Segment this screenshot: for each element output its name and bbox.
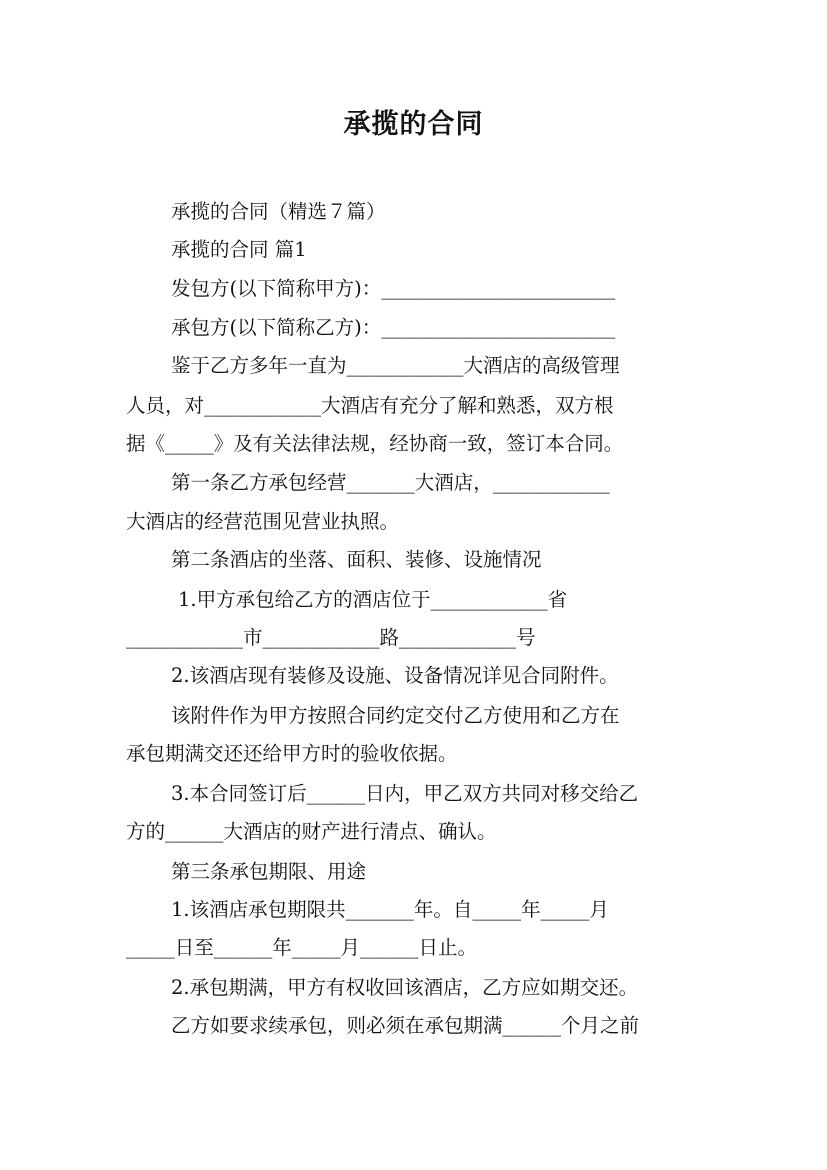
subtitle-line: 承揽的合同（精选７篇）	[171, 200, 386, 223]
article-line: 第一条乙方承包经营_______大酒店，____________	[171, 471, 610, 494]
paragraph-line: 据《_____》及有关法律法规，经协商一致，签订本合同。	[126, 432, 624, 455]
party-a-line: 发包方(以下简称甲方)：________________________	[171, 277, 616, 300]
clause-line: 2.承包期满，甲方有权收回该酒店，乙方应如期交还。	[171, 976, 639, 999]
document-title: 承揽的合同	[343, 109, 484, 140]
article-heading: 第二条酒店的坐落、面积、装修、设施情况	[171, 548, 542, 571]
paragraph-line: 大酒店的经营范围见营业执照。	[126, 510, 400, 533]
article-heading: 第三条承包期限、用途	[171, 860, 367, 883]
paragraph-line: _____日至______年_____月______日止。	[126, 936, 478, 959]
paragraph-line: ____________市____________路____________号	[126, 626, 536, 649]
party-b-line: 承包方(以下简称乙方)：________________________	[171, 316, 616, 339]
section-heading: 承揽的合同 篇1	[171, 238, 307, 261]
clause-line: 3.本合同签订后______日内，甲乙双方共同对移交给乙	[171, 782, 639, 805]
paragraph-line: 方的______大酒店的财产进行清点、确认。	[126, 820, 497, 843]
clause-line: 1.该酒店承包期限共_______年。自_____年_____月	[171, 898, 609, 921]
paragraph-line: 人员，对____________大酒店有充分了解和熟悉，双方根	[126, 394, 614, 417]
paragraph-line: 鉴于乙方多年一直为____________大酒店的高级管理	[171, 354, 620, 377]
paragraph-line: 该附件作为甲方按照合同约定交付乙方使用和乙方在	[171, 704, 620, 727]
paragraph-line: 承包期满交还还给甲方时的验收依据。	[126, 742, 458, 765]
clause-line: 2.该酒店现有装修及设施、设备情况详见合同附件。	[171, 664, 619, 687]
clause-line: 1.甲方承包给乙方的酒店位于____________省	[178, 588, 568, 611]
paragraph-line: 乙方如要求续承包，则必须在承包期满______个月之前	[171, 1014, 640, 1037]
